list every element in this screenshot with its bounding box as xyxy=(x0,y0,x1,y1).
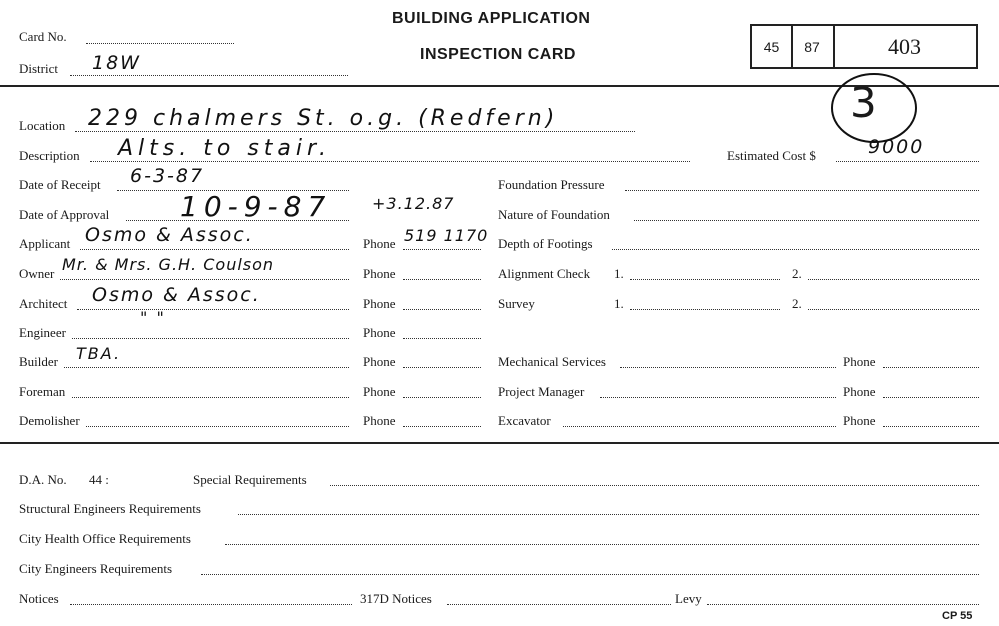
box-code1: 45 xyxy=(752,26,793,67)
location-field[interactable] xyxy=(75,131,635,132)
project-manager-label: Project Manager xyxy=(498,384,585,399)
date-approval-extra: +3.12.87 xyxy=(372,194,455,213)
notices-label: Notices xyxy=(19,591,59,606)
depth-footings-field[interactable] xyxy=(612,249,979,250)
card-no-label: Card No. xyxy=(19,29,67,44)
structural-field[interactable] xyxy=(238,514,979,515)
date-receipt-label: Date of Receipt xyxy=(19,177,101,192)
structural-label: Structural Engineers Requirements xyxy=(19,501,201,516)
district-value: 18W xyxy=(92,52,141,74)
architect-phone-label: Phone xyxy=(363,296,396,311)
levy-label: Levy xyxy=(675,591,702,606)
alignment-field-2[interactable] xyxy=(808,279,979,280)
notices-field[interactable] xyxy=(70,604,352,605)
project-manager-field[interactable] xyxy=(600,397,836,398)
builder-field[interactable] xyxy=(64,367,349,368)
city-eng-field[interactable] xyxy=(201,574,979,575)
health-field[interactable] xyxy=(225,544,979,545)
engineer-phone-field[interactable] xyxy=(403,338,481,339)
alignment-field-1[interactable] xyxy=(630,279,780,280)
architect-value: Osmo & Assoc. xyxy=(92,284,261,306)
card-no-field[interactable] xyxy=(86,43,234,44)
nature-foundation-label: Nature of Foundation xyxy=(498,207,610,222)
box-code2: 87 xyxy=(791,26,835,67)
date-approval-label: Date of Approval xyxy=(19,207,110,222)
mechanical-label: Mechanical Services xyxy=(498,354,606,369)
engineer-label: Engineer xyxy=(19,325,66,340)
location-value: 229 chalmers St. o.g. (Redfern) xyxy=(88,106,559,131)
da-value: 44 : xyxy=(89,472,109,487)
owner-phone-label: Phone xyxy=(363,266,396,281)
survey-field-1[interactable] xyxy=(630,309,780,310)
da-label: D.A. No. xyxy=(19,472,67,487)
mechanical-phone-label: Phone xyxy=(843,354,876,369)
architect-phone-field[interactable] xyxy=(403,309,481,310)
applicant-phone-field[interactable] xyxy=(403,249,481,250)
demolisher-phone-label: Phone xyxy=(363,413,396,428)
builder-phone-label: Phone xyxy=(363,354,396,369)
title-line2: INSPECTION CARD xyxy=(420,46,576,63)
owner-phone-field[interactable] xyxy=(403,279,481,280)
project-manager-phone-field[interactable] xyxy=(883,397,979,398)
builder-value: TBA. xyxy=(76,344,122,363)
survey-label: Survey xyxy=(498,296,535,311)
estimated-cost-label: Estimated Cost $ xyxy=(727,148,816,163)
excavator-label: Excavator xyxy=(498,413,551,428)
builder-label: Builder xyxy=(19,354,58,369)
foreman-label: Foreman xyxy=(19,384,66,399)
demolisher-phone-field[interactable] xyxy=(403,426,481,427)
description-field[interactable] xyxy=(90,161,690,162)
special-label: Special Requirements xyxy=(193,472,307,487)
card-number-box xyxy=(750,24,978,69)
applicant-field[interactable] xyxy=(80,249,349,250)
circled-number: 3 xyxy=(850,78,877,127)
title-line1: BUILDING APPLICATION xyxy=(392,10,591,27)
alignment-label: Alignment Check xyxy=(498,266,591,281)
builder-phone-field[interactable] xyxy=(403,367,481,368)
alignment-num1: 1. xyxy=(614,266,624,281)
depth-footings-label: Depth of Footings xyxy=(498,236,593,251)
demolisher-field[interactable] xyxy=(86,426,349,427)
survey-field-2[interactable] xyxy=(808,309,979,310)
owner-label: Owner xyxy=(19,266,55,281)
applicant-phone-value: 519 1170 xyxy=(404,226,489,245)
card-number: 403 xyxy=(888,33,921,59)
notices-317d-label: 317D Notices xyxy=(360,591,432,606)
owner-value: Mr. & Mrs. G.H. Coulson xyxy=(62,255,275,274)
project-manager-phone-label: Phone xyxy=(843,384,876,399)
survey-num2: 2. xyxy=(792,296,802,311)
engineer-field[interactable] xyxy=(72,338,349,339)
nature-foundation-field[interactable] xyxy=(634,220,979,221)
applicant-value: Osmo & Assoc. xyxy=(85,224,254,246)
architect-field[interactable] xyxy=(77,309,349,310)
applicant-phone-label: Phone xyxy=(363,236,396,251)
foreman-phone-label: Phone xyxy=(363,384,396,399)
excavator-phone-label: Phone xyxy=(843,413,876,428)
description-label: Description xyxy=(19,148,80,163)
demolisher-label: Demolisher xyxy=(19,413,80,428)
section-rule xyxy=(0,442,999,444)
engineer-ditto: " " xyxy=(140,308,166,327)
foreman-field[interactable] xyxy=(72,397,349,398)
foundation-pressure-label: Foundation Pressure xyxy=(498,177,605,192)
excavator-field[interactable] xyxy=(563,426,836,427)
foreman-phone-field[interactable] xyxy=(403,397,481,398)
mechanical-field[interactable] xyxy=(620,367,836,368)
survey-num1: 1. xyxy=(614,296,624,311)
district-field[interactable] xyxy=(70,75,348,76)
levy-field[interactable] xyxy=(707,604,979,605)
special-field[interactable] xyxy=(330,485,979,486)
estimated-cost-field[interactable] xyxy=(836,161,979,162)
footer-code: CP 55 xyxy=(942,610,973,622)
health-label: City Health Office Requirements xyxy=(19,531,191,546)
excavator-phone-field[interactable] xyxy=(883,426,979,427)
date-receipt-value: 6-3-87 xyxy=(130,165,205,187)
date-approval-value: 10-9-87 xyxy=(180,190,332,223)
owner-field[interactable] xyxy=(60,279,349,280)
applicant-label: Applicant xyxy=(19,236,71,251)
location-label: Location xyxy=(19,118,66,133)
notices-317d-field[interactable] xyxy=(447,604,671,605)
description-value: Alts. to stair. xyxy=(118,136,332,161)
mechanical-phone-field[interactable] xyxy=(883,367,979,368)
foundation-pressure-field[interactable] xyxy=(625,190,979,191)
engineer-phone-label: Phone xyxy=(363,325,396,340)
alignment-num2: 2. xyxy=(792,266,802,281)
estimated-cost-value: 9000 xyxy=(868,136,925,158)
district-label: District xyxy=(19,61,58,76)
city-eng-label: City Engineers Requirements xyxy=(19,561,173,576)
architect-label: Architect xyxy=(19,296,68,311)
